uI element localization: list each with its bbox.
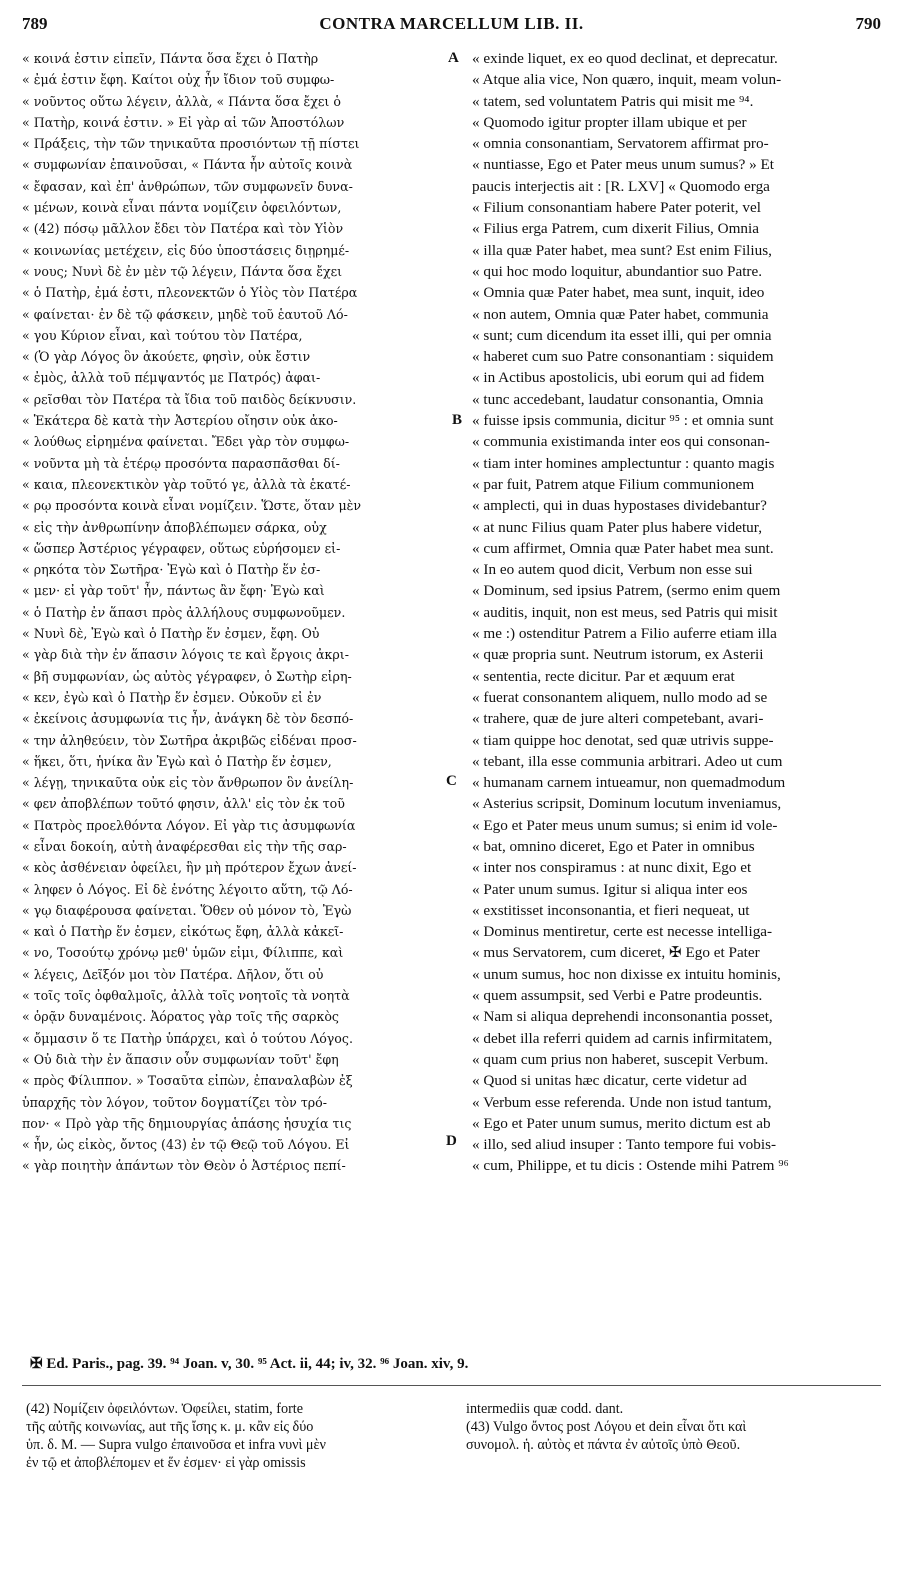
greek-text-line: « κοινά ἐστιν εἰπεῖν, Πάντα ὅσα ἔχει ὁ Πατὴρ [22,51,319,66]
latin-text-line: « debet illa referri quidem ad carnis infirmitatem, [472,1029,773,1047]
running-title: CONTRA MARCELLUM LIB. II. [319,14,584,33]
latin-text-line: « tunc accedebant, laudatur consonantia, Omnia [472,390,764,408]
page-number-left: 789 [22,14,48,33]
latin-text-line: « at nunc Filius quam Pater plus habere videtur, [472,518,763,536]
greek-text-line: « νους; Νυνὶ δὲ ἐν μὲν τῷ λέγειν, Πάντα ὅσα ἔχει [22,263,343,279]
latin-text-line: « Verbum esse referenda. Unde non istud tantum, [472,1093,772,1111]
greek-text-line: « γῳ διαφέρουσα φαίνεται. Ὅθεν οὐ μόνον τὸ, Ἐγὼ [22,902,352,918]
greek-text-line: « ἥκει, ὅτι, ἡνίκα ἂν Ἐγὼ καὶ ὁ Πατὴρ ἕν ἐσμεν, [22,753,332,769]
latin-text-line: « Nam si aliqua deprehendi inconsonantia posset, [472,1008,773,1026]
greek-text-line: « ἐμὸς, ἀλλὰ τοῦ πέμψαντός με Πατρός) ἀφαι- [22,370,321,386]
margin-mark-d: D [446,1133,457,1149]
greek-text-line: « γὰρ διὰ τὴν ἐν ἅπασιν λόγοις τε καὶ ἔργοις ἀκρι- [22,647,349,663]
latin-text-line: « humanam carnem intueamur, non quemadmodum [472,774,786,792]
latin-text-line: « tiam inter homines amplectuntur : quanto magis [472,454,775,472]
latin-text-line: « tebant, illa esse communia arbitrari. Adeo ut cum [472,752,783,770]
greek-text-line: « Πατρὸς προελθόντα Λόγον. Εἰ γὰρ τις ἀσυμφωνία [22,817,356,833]
greek-text-line: « εἰς τὴν ἀνθρωπίνην ἀποβλέπωμεν σάρκα, οὐχ [22,519,327,535]
latin-text-line: « tiam quippe hoc denotat, sed quæ utrivis suppe- [472,731,774,749]
greek-text-line: « ρηκότα τὸν Σωτῆρα· Ἐγὼ καὶ ὁ Πατὴρ ἕν ἐσ- [22,562,321,578]
latin-text-line: « Pater unum sumus. Igitur si aliqua inter eos [472,880,748,898]
greek-text-line: « καὶ ὁ Πατὴρ ἕν ἐσμεν, εἰκότως ἔφη, ἀλλὰ κἀκεῖ- [22,924,344,940]
latin-text-line: « fuisse ipsis communia, dicitur ⁹⁵ : et omnia sunt [472,412,774,430]
latin-text-line: « auditis, inquit, non est meus, sed Patris qui misit [472,603,778,621]
greek-text-line: « μένων, κοινὰ εἶναι πάντα νομίζειν ὀφειλόντων, [22,200,342,216]
latin-text-line: « cum, Philippe, et tu dicis : Ostende mihi Patrem ⁹⁶ [472,1157,789,1175]
latin-text-line: « trahere, quæ de jure alteri competebant, avari- [472,710,764,728]
latin-text-line: « amplecti, qui in duas hypostases dividebantur? [472,497,767,515]
greek-text-line: « ρῳ προσόντα κοινὰ εἶναι νομίζειν. Ὥστε, ὅταν μὲν [22,498,362,514]
greek-text-line: « γου Κύριον εἶναι, καὶ τούτου τὸν Πατέρα, [22,327,303,343]
latin-text-line: « Quod si unitas hæc dicatur, certe videtur ad [472,1072,747,1090]
greek-text-line: « κεν, ἐγὼ καὶ ὁ Πατὴρ ἕν ἐσμεν. Οὐκοῦν εἰ ἐν [22,689,322,705]
greek-text-line: « φεν ἀποβλέπων τοῦτό φησιν, ἀλλ' εἰς τὸν ἐκ τοῦ [22,796,345,812]
greek-text-line: « κοινωνίας μετέχειν, εἰς δύο ὑποστάσεις διῃρημέ- [22,242,350,258]
greek-text-line: « Οὐ διὰ τὴν ἐν ἅπασιν οὖν συμφωνίαν τοῦτ' ἔφη [22,1051,339,1067]
latin-text-line: « par fuit, Patrem atque Filium communionem [472,475,755,493]
latin-text-line: « haberet cum suo Patre consonantiam : siquidem [472,348,774,366]
greek-text-line: « Πράξεις, τὴν τῶν τηνικαῦτα προσιόντων τῇ πίστει [22,136,360,152]
latin-text-line: « Filius erga Patrem, cum dixerit Filius, Omnia [472,220,759,238]
greek-text-line: « Ἑκάτερα δὲ κατὰ τὴν Ἀστερίου οἴησιν οὐκ ἀκο- [22,413,338,429]
latin-text-line: « qui hoc modo loquitur, abundantior suo Patre. [472,262,763,280]
page-header [22,14,881,36]
greek-text-line: « τοῖς τοῖς ὀφθαλμοῖς, ἀλλὰ τοῖς νοητοῖς τὰ νοητὰ [22,988,350,1004]
greek-text-line: « λέγεις, Δεῖξόν μοι τὸν Πατέρα. Δῆλον, ὅτι οὐ [22,966,324,982]
footnotes-left [26,1400,451,1472]
latin-text-line: « illa quæ Pater habet, mea sunt? Est enim Filius, [472,241,772,259]
greek-text-line: « γὰρ ποιητὴν ἁπάντων τὸν Θεὸν ὁ Ἀστέριος πεπί- [22,1158,346,1174]
greek-text-line: « ὄμμασιν ὅ τε Πατὴρ ὑπάρχει, καὶ ὁ τούτου Λόγος. [22,1030,353,1046]
footnote-line: ἐν τῷ et ἀποβλέπομεν et ἕν ἐσμεν· εἰ γὰρ omissis [26,1455,306,1471]
greek-text-line: « (42) πόσῳ μᾶλλον ἔδει τὸν Πατέρα καὶ τὸν Υἱὸν [22,221,344,237]
latin-text-line: « Atque alia vice, Non quæro, inquit, meam volun- [472,71,782,89]
latin-text-line: paucis interjectis ait : [R. LXV] « Quomodo erga [472,177,770,195]
greek-text-line: « βῆ συμφωνίαν, ὡς αὐτὸς γέγραφεν, ὁ Σωτὴρ εἰρη- [22,668,352,684]
greek-text-line: « φαίνεται· ἐν δὲ τῷ φάσκειν, μηδὲ τοῦ ἑαυτοῦ Λό- [22,306,348,322]
latin-text-line: « illo, sed aliud insuper : Tanto tempore fui vobis- [472,1136,777,1154]
latin-text-line: « In eo autem quod dicit, Verbum non esse sui [472,561,753,579]
latin-text-line: « bat, omnino diceret, Ego et Pater in omnibus [472,837,755,855]
greek-text-line: « νοῦντα μὴ τὰ ἑτέρῳ προσόντα παρασπᾶσθαι δί- [22,455,340,471]
greek-text-column [22,48,448,1177]
footnote-line: ὑπ. δ. M. — Supra vulgo ἐπαινοῦσα et infra νυνὶ μὲν [26,1437,326,1453]
greek-text-line: « ἔφασαν, καὶ ἐπ' ἀνθρώπων, τῶν συμφωνεῖν δυνα- [22,178,353,194]
margin-mark-c: C [446,773,457,789]
greek-text-line: « νοῦντος οὕτω λέγειν, ἀλλὰ, « Πάντα ὅσα ἔχει ὁ [22,93,341,109]
latin-text-line: « exinde liquet, ex eo quod declinat, et deprecatur. [472,50,778,67]
latin-text-line: « exstitisset inconsonantia, et fieri nequeat, ut [472,901,750,919]
greek-text-line: « την ἀληθεύειν, τὸν Σωτῆρα ἀκριβῶς εἰδέναι προσ- [22,732,357,748]
footnote-line: (43) Vulgo ὄντος post Λόγου et dein εἶναι ὅτι καὶ [466,1419,747,1435]
greek-text-line: « πρὸς Φίλιππον. » Τοσαῦτα εἰπὼν, ἐπαναλαβὼν ἐξ [22,1073,353,1089]
footnote-line: συνομολ. ἡ. αὐτὸς et πάντα ἐν αὐτοῖς ὑπὸ Θεοῦ. [466,1437,741,1453]
latin-text-line: « omnia consonantiam, Servatorem affirmat pro- [472,135,769,153]
margin-mark-a: A [448,50,459,66]
greek-text-line: « ὥσπερ Ἀστέριος γέγραφεν, οὕτως εὑρήσομεν εἰ- [22,540,341,556]
latin-text-line: « quem assumpsit, sed Verbi e Patre prodeuntis. [472,987,763,1005]
latin-text-line: « Asterius scripsit, Dominum locutum inveniamus, [472,795,782,813]
greek-text-line: « ἐκείνοις ἀσυμφωνία τις ἦν, ἀνάγκη δὲ τὸν δεσπό- [22,711,354,727]
greek-text-line: ὑπαρχῆς τὸν λόγον, τοῦτον δογματίζει τὸν τρό- [22,1094,328,1110]
latin-text-line: « quam cum prius non haberet, suscepit Verbum. [472,1050,769,1068]
greek-text-line: « ὁ Πατὴρ ἐν ἅπασι πρὸς ἀλλήλους συμφωνοῦμεν. [22,604,346,620]
latin-text-line: « cum affirmet, Omnia quæ Pater habet mea sunt. [472,539,774,557]
greek-text-line: « λούθως εἰρημένα φαίνεται. Ἔδει γὰρ τὸν συμφω- [22,434,350,450]
greek-text-line: « λέγῃ, τηνικαῦτα οὐκ εἰς τὸν ἄνθρωπον ὃν ἀνείλη- [22,775,354,791]
greek-text-line: « καια, πλεονεκτικὸν γὰρ τοῦτό γε, ἀλλὰ τὰ ἑκατέ- [22,476,351,492]
latin-text-line: « sunt; cum dicendum ita esset illi, qui per omnia [472,326,772,344]
greek-text-line: « νο, Τοσούτῳ χρόνῳ μεθ' ὑμῶν εἰμι, Φίλιππε, καὶ [22,945,344,961]
latin-text-line: « sententia, recte dicitur. Par et æquum erat [472,667,735,685]
greek-text-line: « Πατὴρ, κοινά ἐστιν. » Εἰ γὰρ αἱ τῶν Ἀποστόλων [22,114,345,130]
latin-text-line: « Dominum, sed ipsius Patrem, (sermo enim quem [472,582,781,600]
latin-text-line: « Omnia quæ Pater habet, mea sunt, inquit, ideo [472,284,765,302]
greek-text-line: « ληφεν ὁ Λόγος. Εἰ δὲ ἑνότης λέγοιτο αὕτη, τῷ Λό- [22,881,353,897]
greek-text-line: πον· « Πρὸ γὰρ τῆς δημιουργίας ἁπάσης ἡσυχία τις [22,1115,352,1131]
latin-text-line: « me :) ostenditur Patrem a Filio auferre etiam illa [472,625,777,643]
greek-text-line: « συμφωνίαν ἐπαινοῦσαι, « Πάντα ἦν αὐτοῖς κοινὰ [22,157,353,173]
latin-text-line: « Filium consonantiam habere Pater poterit, vel [472,199,761,217]
latin-text-line: « quæ propria sunt. Neutrum istorum, ex Asterii [472,646,764,664]
scripture-references: ✠ Ed. Paris., pag. 39. ⁹⁴ Joan. v, 30. ⁹⁵ Act. ii, 44; iv, 32. ⁹⁶ Joan. xiv, 9. [30,1356,469,1372]
greek-text-line: « εἶναι δοκοίη, αὐτὴ ἀναφέρεσθαι εἰς τὴν τῆς σαρ- [22,838,347,854]
latin-text-line: « inter nos conspiramus : at nunc dixit, Ego et [472,859,752,877]
greek-text-line: « μεν· εἰ γὰρ τοῦτ' ἦν, πάντως ἂν ἔφη· Ἐγὼ καὶ [22,583,325,599]
greek-text-line: « κὸς ἀσθένειαν ὀφείλει, ἣν μὴ πρότερον ἔχων ἀνεί- [22,860,357,876]
page-number-right: 790 [855,14,881,33]
latin-text-line: « fuerat consonantem aliquem, nullo modo ad se [472,688,768,706]
greek-text-line: « ρεῖσθαι τὸν Πατέρα τὰ ἴδια τοῦ παιδὸς δείκνυσιν. [22,391,357,407]
footnote-line: intermediis quæ codd. dant. [466,1401,624,1417]
latin-text-line: « Ego et Pater unum sumus, merito dictum est ab [472,1114,771,1132]
latin-text-line: « nuntiasse, Ego et Pater meus unum sumus? » Et [472,156,775,174]
greek-text-line: « ἐμά ἐστιν ἔφη. Καίτοι οὐχ ἦν ἴδιον τοῦ συμφω- [22,72,335,88]
greek-text-line: « (Ὁ γὰρ Λόγος ὃν ἀκούετε, φησὶν, οὐκ ἔστιν [22,349,311,365]
latin-text-line: « non autem, Omnia quæ Pater habet, communia [472,305,769,323]
footnote-line: τῆς αὐτῆς κοινωνίας, aut τῆς ἴσης κ. μ. κἂν εἰς δύο [26,1419,314,1435]
greek-text-line: « ὁ Πατὴρ, ἐμά ἐστι, πλεονεκτῶν ὁ Υἱὸς τὸν Πατέρα [22,285,358,301]
latin-text-line: « Quomodo igitur propter illam ubique et per [472,113,747,131]
footnote-divider [22,1385,881,1386]
greek-text-line: « ἦν, ὡς εἰκὸς, ὄντος (43) ἐν τῷ Θεῷ τοῦ Λόγου. Εἰ [22,1137,350,1153]
latin-text-line: « Dominus mentiretur, certe est necesse intelliga- [472,923,773,941]
footnote-line: (42) Νομίζειν ὀφειλόντων. Ὀφείλει, statim, forte [26,1401,304,1417]
footnotes-right [466,1400,886,1454]
latin-text-line: « in Actibus apostolicis, ubi eorum qui ad fidem [472,369,765,387]
latin-text-line: « Ego et Pater meus unum sumus; si enim id vole- [472,816,778,834]
margin-mark-b: B [452,412,463,428]
latin-text-line: « mus Servatorem, cum diceret, ✠ Ego et Pater [472,944,760,962]
latin-text-line: « communia existimanda inter eos qui consonan- [472,433,770,451]
greek-text-line: « Νυνὶ δὲ, Ἐγὼ καὶ ὁ Πατὴρ ἕν ἐσμεν, ἔφη. Οὐ [22,626,320,642]
latin-text-line: « tatem, sed voluntatem Patris qui misit me ⁹⁴. [472,92,754,110]
latin-text-line: « unum sumus, hoc non dixisse ex intuitu hominis, [472,965,781,983]
latin-text-column [472,48,884,1177]
greek-text-line: « ὁρᾷν δυναμένοις. Ἀόρατος γὰρ τοῖς τῆς σαρκὸς [22,1009,339,1025]
